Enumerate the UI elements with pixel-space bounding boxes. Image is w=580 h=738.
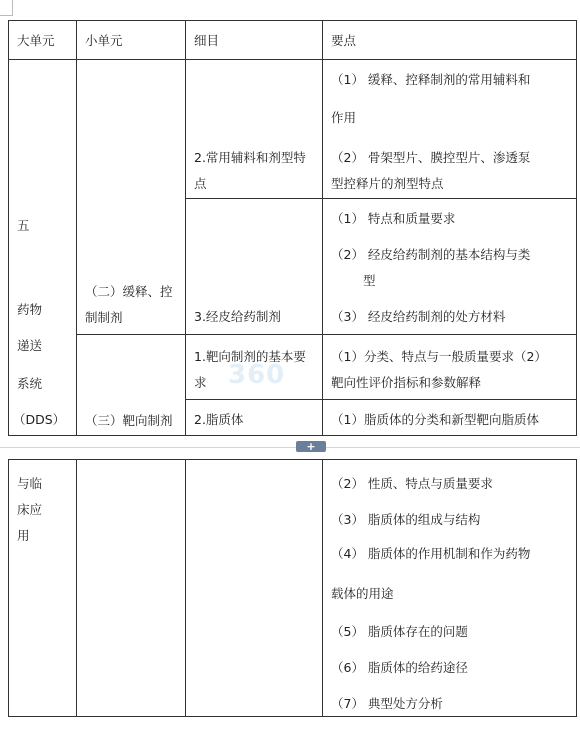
item-title: 2.常用辅料和剂型特 bbox=[194, 150, 306, 165]
item-cell bbox=[186, 400, 323, 436]
item-cell bbox=[186, 199, 323, 335]
subunit-cell bbox=[77, 335, 186, 436]
point-text: （1）分类、特点与一般质量要求（2） bbox=[331, 349, 547, 364]
unit-name: 与临 bbox=[17, 476, 43, 491]
point-text: （3） 经皮给药制剂的处方材料 bbox=[331, 309, 506, 324]
point-text: （2） 骨架型片、膜控型片、渗透泵 bbox=[331, 150, 531, 165]
table-row bbox=[9, 460, 577, 717]
table-row bbox=[9, 335, 577, 400]
points-cell bbox=[323, 460, 577, 717]
site-watermark: 360 bbox=[228, 360, 286, 390]
unit-cell bbox=[9, 60, 77, 436]
point-text: （1） 缓释、控释制剂的常用辅料和 bbox=[331, 72, 531, 87]
points-cell bbox=[323, 335, 577, 400]
subunit-cell bbox=[77, 60, 186, 335]
item-cell bbox=[186, 460, 323, 717]
point-text: （2） 性质、特点与质量要求 bbox=[331, 476, 493, 491]
subunit-title: 制制剂 bbox=[85, 310, 123, 325]
unit-cell bbox=[9, 460, 77, 717]
item-title: 1.靶向制剂的基本要 bbox=[194, 349, 306, 364]
subunit-title: （二）缓释、控 bbox=[85, 284, 173, 299]
points-cell bbox=[323, 199, 577, 335]
point-text: 作用 bbox=[331, 110, 357, 125]
point-text: 载体的用途 bbox=[331, 586, 394, 601]
point-text: 靶向性评价指标和参数解释 bbox=[331, 375, 482, 390]
header-cell: 要点 bbox=[323, 21, 577, 60]
unit-number: 五 bbox=[17, 218, 30, 233]
point-text: （6） 脂质体的给药途径 bbox=[331, 660, 468, 675]
header-cell: 小单元 bbox=[77, 21, 186, 60]
points-cell bbox=[323, 400, 577, 436]
item-title: 2.脂质体 bbox=[194, 412, 244, 427]
expand-page-button[interactable]: + bbox=[296, 441, 326, 452]
point-text: （7） 典型处方分析 bbox=[331, 696, 443, 711]
unit-name: 递送 bbox=[17, 338, 43, 353]
point-text: （2） 经皮给药制剂的基本结构与类 bbox=[331, 247, 531, 262]
syllabus-table-continued bbox=[8, 459, 577, 717]
syllabus-table bbox=[8, 20, 577, 436]
page-break-divider bbox=[0, 447, 580, 448]
table-header-row bbox=[9, 21, 577, 60]
item-title: 3.经皮给药制剂 bbox=[194, 309, 281, 324]
subunit-title: （三）靶向制剂 bbox=[85, 413, 173, 428]
point-text: （1）脂质体的分类和新型靶向脂质体 bbox=[331, 412, 539, 427]
points-cell bbox=[323, 60, 577, 199]
item-title: 求 bbox=[194, 375, 207, 390]
unit-name: 药物 bbox=[17, 302, 43, 317]
point-text: 型 bbox=[363, 273, 376, 288]
unit-name: 用 bbox=[17, 528, 30, 543]
page-corner-mark bbox=[12, 0, 13, 16]
page-corner-mark bbox=[0, 15, 12, 16]
item-title: 点 bbox=[194, 176, 207, 191]
unit-name: 床应 bbox=[17, 502, 43, 517]
item-cell bbox=[186, 60, 323, 199]
unit-name: （DDS） bbox=[13, 412, 66, 427]
point-text: （5） 脂质体存在的问题 bbox=[331, 624, 468, 639]
point-text: （1） 特点和质量要求 bbox=[331, 211, 456, 226]
unit-name: 系统 bbox=[17, 376, 43, 391]
header-cell: 细目 bbox=[186, 21, 323, 60]
table-row bbox=[9, 60, 577, 199]
subunit-cell bbox=[77, 460, 186, 717]
point-text: 型控释片的剂型特点 bbox=[331, 176, 444, 191]
point-text: （3） 脂质体的组成与结构 bbox=[331, 512, 481, 527]
point-text: （4） 脂质体的作用机制和作为药物 bbox=[331, 546, 531, 561]
header-cell: 大单元 bbox=[9, 21, 77, 60]
